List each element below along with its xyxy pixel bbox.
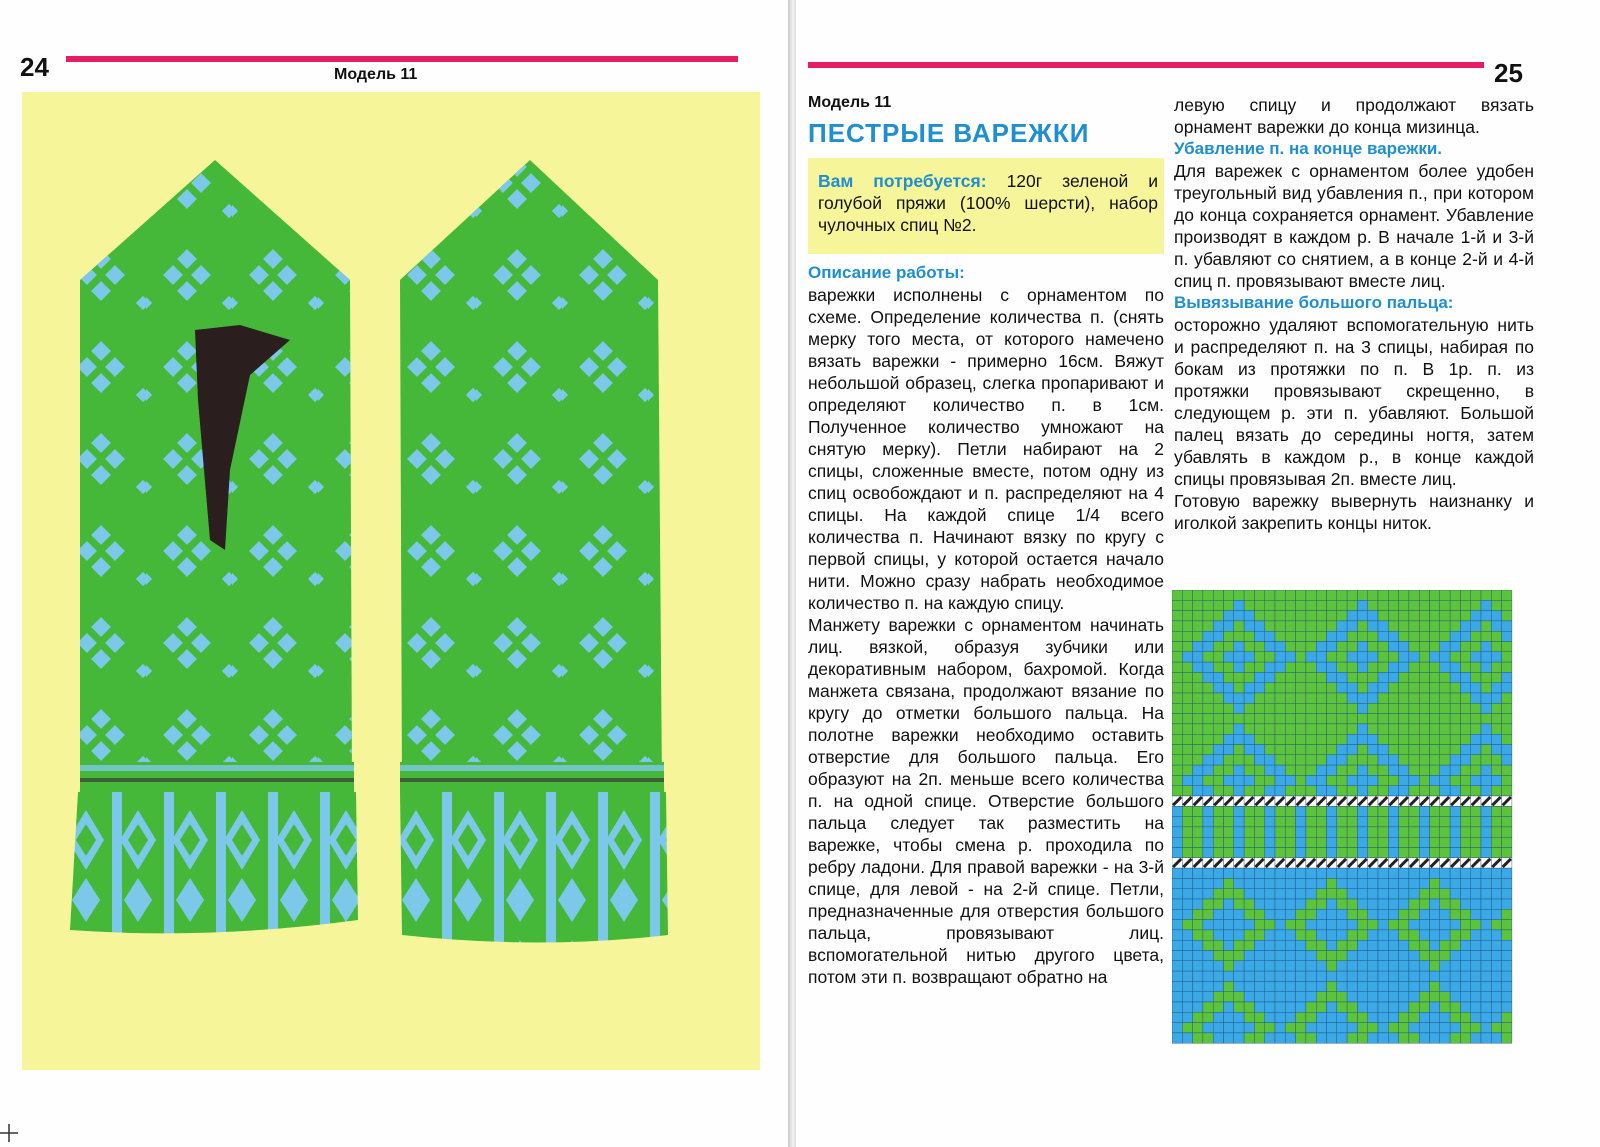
left-page bbox=[0, 0, 790, 1147]
description-paragraph-1: варежки исполнены с орнаментом по схеме. Определение количества п. (снять мерку того места, от которого намечено вязать варежки - примерно 16см. Вяжут небольшой образец, слегка пропаривают и определяют количество п. в 1см. Полученное количество умножают на снятую мерку). Петли набирают на 2 спицы, сложенные вместе, потом одну из спиц освобождают и п. распределяют на 4 спицы. На каждой спице 1/4 всего количества п. Начинают вязку по кругу с первой спицы, у которой остается начало нити. Можно сразу набрать необходимое количество п. на каждую спицу. bbox=[808, 285, 1164, 613]
crop-mark bbox=[0, 1124, 18, 1142]
finish-paragraph: Готовую варежку вывернуть наизнанку и иголкой закрепить концы ниток. bbox=[1174, 491, 1534, 533]
right-mitten bbox=[400, 160, 668, 943]
materials-body: 120г зеленой и голубой пряжи (100% шерсти), набор чулочных спиц №2. bbox=[818, 171, 1158, 235]
model-label-left: Модель 11 bbox=[334, 66, 418, 83]
knitting-chart bbox=[1172, 590, 1522, 1052]
thumb-heading: Вывязывание большого пальца: bbox=[1174, 293, 1454, 312]
mittens-photo bbox=[60, 150, 720, 970]
thumb-paragraph: осторожно удаляют вспомогательную нить и распределяют п. на 3 спицы, набирая по бокам из протяжки по п. В 1р. п. из протяжки провязывают скрещенно, в следующем р. эти п. убавляют. Большой палец вязать до середины ногтя, затем убавлять в каждом р., в конце каждой спицы провязывая 2п. вместе лиц. bbox=[1174, 315, 1534, 489]
left-mitten bbox=[70, 160, 358, 933]
decrease-paragraph: Для варежек с орнаментом более удобен треугольный вид убавления п., при котором до конца сохраняется орнамент. Убавление производят в каждом р. В начале 1-й и 3-й п. убавляют со снятием, а в конце 2-й и 4-й спиц п. провязывают вместе лиц. bbox=[1174, 161, 1534, 291]
text-column-1 bbox=[808, 262, 1164, 988]
continuation-paragraph: левую спицу и продолжают вязать орнамент варежки до конца мизинца. bbox=[1174, 95, 1534, 137]
page-header-rule-left bbox=[66, 56, 738, 62]
materials-label: Вам потребуется: bbox=[818, 171, 987, 191]
model-label-right: Модель 11 bbox=[808, 94, 892, 111]
materials-text bbox=[818, 170, 1158, 236]
description-paragraph-2: Манжету варежки с орнаментом начинать лиц. вязкой, образуя зубчики или декоративным набором, бахромой. Когда манжета связана, продолжают вязание по кругу до отметки большого пальца. На полотне варежки необходимо оставить отверстие для большого пальца. Его образуют на 2п. меньше всего количества п. на одной спице. Отверстие большого пальца следует так разместить на варежке, чтобы смена р. проходила по ребру ладони. Для правой варежки - на 3-й спице, для левой - на 2-й спице. Петли, предназначенные для отверстия большого пальца, провязывают лиц. вспомогательной нитью другого цвета, потом эти п. возвращают обратно на bbox=[808, 615, 1164, 987]
page-header-rule-right bbox=[808, 62, 1484, 68]
article-title: ПЕСТРЫЕ ВАРЕЖКИ bbox=[808, 118, 1090, 148]
description-heading: Описание работы: bbox=[808, 263, 965, 282]
decrease-heading: Убавление п. на конце варежки. bbox=[1174, 139, 1443, 158]
page-number-right: 25 bbox=[1494, 58, 1523, 88]
page-number-left: 24 bbox=[20, 52, 49, 82]
text-column-2 bbox=[1174, 94, 1534, 534]
